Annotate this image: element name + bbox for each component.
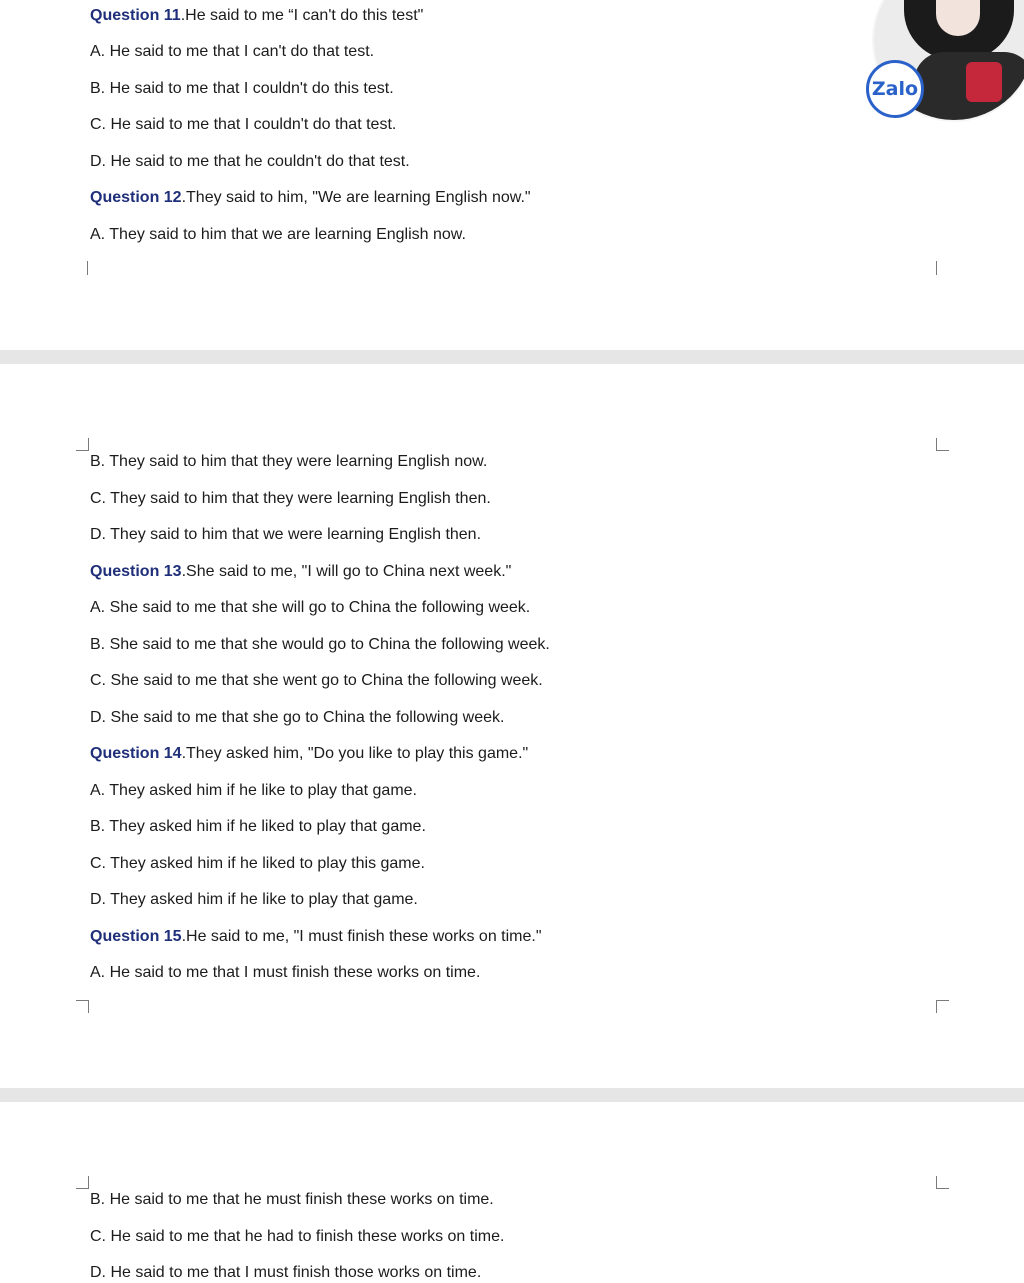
- question-12: [90, 188, 531, 208]
- option-15d: D. He said to me that I must finish those works on time.: [90, 1264, 482, 1281]
- option-13d: D. She said to me that she go to China the following week.: [90, 709, 505, 726]
- option-14b: B. They asked him if he liked to play that game.: [90, 818, 426, 835]
- question-label: Question 15: [90, 928, 182, 945]
- question-label: Question 14: [90, 745, 182, 762]
- question-13: [90, 562, 511, 582]
- question-14: [90, 744, 528, 764]
- zalo-logo-icon: Zalo: [866, 60, 924, 118]
- question-label: Question 13: [90, 563, 182, 580]
- page-margin-mark: [936, 261, 938, 275]
- option-13b: B. She said to me that she would go to China the following week.: [90, 636, 550, 653]
- page-margin-mark: [87, 261, 89, 275]
- page-gap: [0, 1088, 1024, 1102]
- option-12d: D. They said to him that we were learning English then.: [90, 526, 482, 543]
- question-15: [90, 927, 542, 947]
- option-14d: D. They asked him if he like to play that game.: [90, 891, 418, 908]
- page-corner-mark: [76, 1176, 89, 1189]
- option-15b: B. He said to me that he must finish these works on time.: [90, 1191, 494, 1208]
- option-11a: A. He said to me that I can't do that test.: [90, 43, 375, 60]
- option-15a: A. He said to me that I must finish these works on time.: [90, 964, 481, 981]
- question-prompt: .He said to me “I can't do this test": [180, 7, 424, 24]
- page-corner-mark: [936, 1000, 949, 1013]
- page-gap: [0, 350, 1024, 364]
- page-corner-mark: [76, 438, 89, 451]
- page-corner-mark: [936, 438, 949, 451]
- zalo-chat-head[interactable]: [866, 0, 1024, 120]
- option-11b: B. He said to me that I couldn't do this test.: [90, 80, 394, 97]
- page-corner-mark: [936, 1176, 949, 1189]
- question-prompt: .He said to me, "I must finish these works on time.": [181, 928, 542, 945]
- option-14c: C. They asked him if he liked to play this game.: [90, 855, 425, 872]
- option-11d: D. He said to me that he couldn't do that test.: [90, 153, 410, 170]
- option-13c: C. She said to me that she went go to China the following week.: [90, 672, 543, 689]
- option-12c: C. They said to him that they were learning English then.: [90, 490, 491, 507]
- option-13a: A. She said to me that she will go to China the following week.: [90, 599, 531, 616]
- avatar-shirt-shape: [966, 62, 1002, 102]
- option-11c: C. He said to me that I couldn't do that test.: [90, 116, 397, 133]
- question-label: Question 11: [90, 7, 181, 24]
- question-11: [90, 6, 423, 26]
- question-label: Question 12: [90, 189, 182, 206]
- question-prompt: .They said to him, "We are learning English now.": [181, 189, 531, 206]
- option-12a: A. They said to him that we are learning English now.: [90, 226, 466, 243]
- question-prompt: .She said to me, "I will go to China next week.": [181, 563, 512, 580]
- page-corner-mark: [76, 1000, 89, 1013]
- option-12b: B. They said to him that they were learning English now.: [90, 453, 488, 470]
- option-15c: C. He said to me that he had to finish these works on time.: [90, 1228, 505, 1245]
- option-14a: A. They asked him if he like to play that game.: [90, 782, 417, 799]
- question-prompt: .They asked him, "Do you like to play this game.": [181, 745, 529, 762]
